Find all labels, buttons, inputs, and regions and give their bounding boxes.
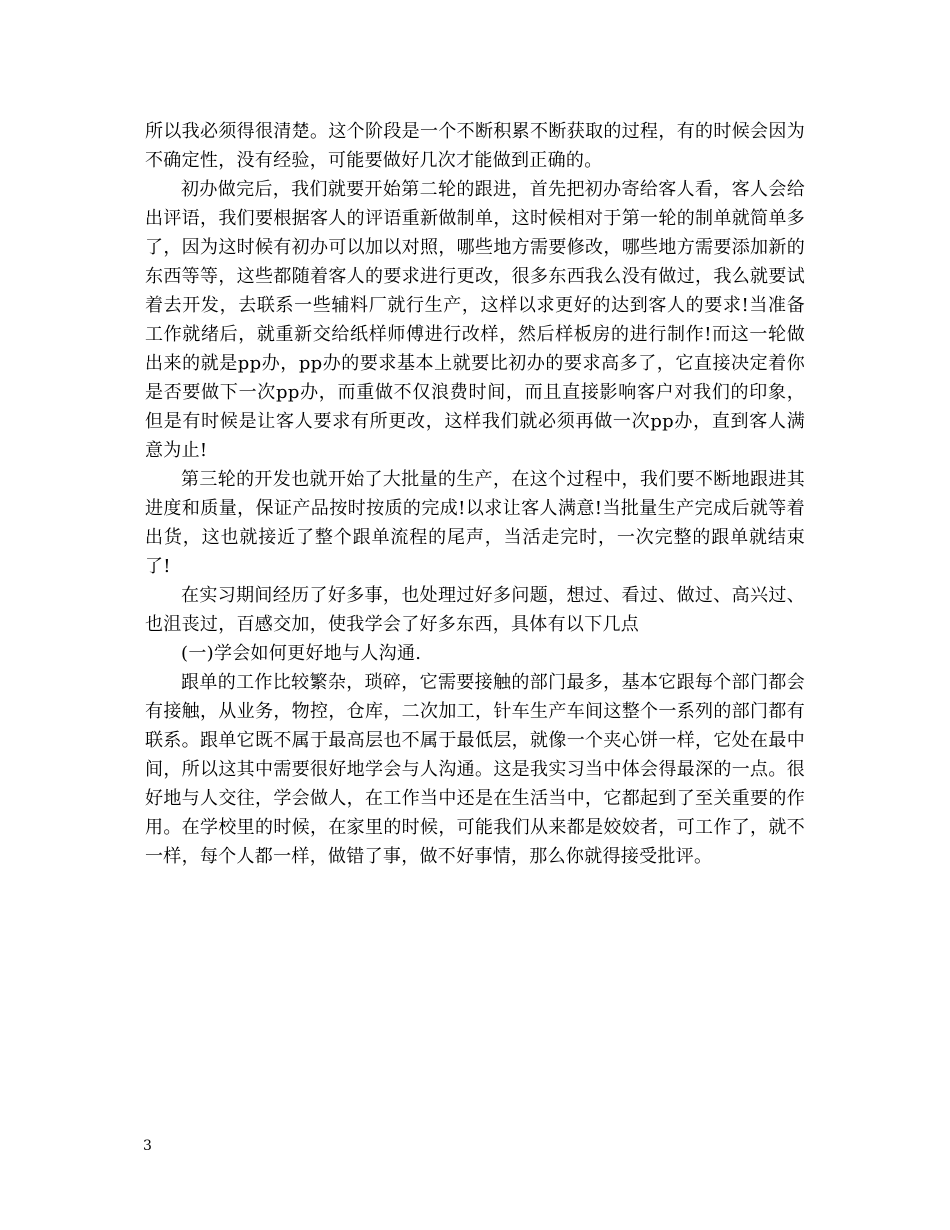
paragraph-3: 第三轮的开发也就开始了大批量的生产，在这个过程中，我们要不断地跟进其进度和质量，保证产品按时按质的完成!以求让客人满意!当批量生产完成后就等着出货，这也就接近了整个跟单流程的尾声，当活走完时，一次完整的跟单就结束了! <box>145 469 805 577</box>
document-body <box>145 117 805 871</box>
paragraph-4: 在实习期间经历了好多事，也处理过好多问题，想过、看过、做过、高兴过、也沮丧过，百感交加，使我学会了好多东西，具体有以下几点 <box>145 585 805 635</box>
paragraph-1: 所以我必须得很清楚。这个阶段是一个不断积累不断获取的过程，有的时候会因为不确定性，没有经验，可能要做好几次才能做到正确的。 <box>145 121 805 171</box>
paragraph-5: 跟单的工作比较繁杂，琐碎，它需要接触的部门最多，基本它跟每个部门都会有接触，从业务，物控，仓库，二次加工，针车生产车间这整个一系列的部门都有联系。跟单它既不属于最高层也不属于最低层，就像一个夹心饼一样，它处在最中间，所以这其中需要很好地学会与人沟通。这是我实习当中体会得最深的一点。很好地与人交往，学会做人，在工作当中还是在生活当中，它都起到了至关重要的作用。在学校里的时候，在家里的时候，可能我们从来都是姣姣者，可工作了，就不一样，每个人都一样，做错了事，做不好事情，那么你就得接受批评。 <box>145 672 805 867</box>
page-number: 3 <box>143 1138 152 1154</box>
paragraph-2: 初办做完后，我们就要开始第二轮的跟进，首先把初办寄给客人看，客人会给出评语，我们要根据客人的评语重新做制单，这时候相对于第一轮的制单就简单多了，因为这时候有初办可以加以对照，哪些地方需要修改，哪些地方需要添加新的东西等等，这些都随着客人的要求进行更改，很多东西我么没有做过，我么就要试着去开发，去联系一些辅料厂就行生产，这样以求更好的达到客人的要求!当准备工作就绪后，就重新交给纸样师傅进行改样，然后样板房的进行制作!而这一轮做出来的就是pp办，pp办的要求基本上就要比初办的要求高多了，它直接决定着你是否要做下一次pp办，而重做不仅浪费时间，而且直接影响客户对我们的印象，但是有时候是让客人要求有所更改，这样我们就必须再做一次pp办，直到客人满意为止! <box>145 179 805 461</box>
section-heading-1: (一)学会如何更好地与人沟通. <box>181 643 422 664</box>
